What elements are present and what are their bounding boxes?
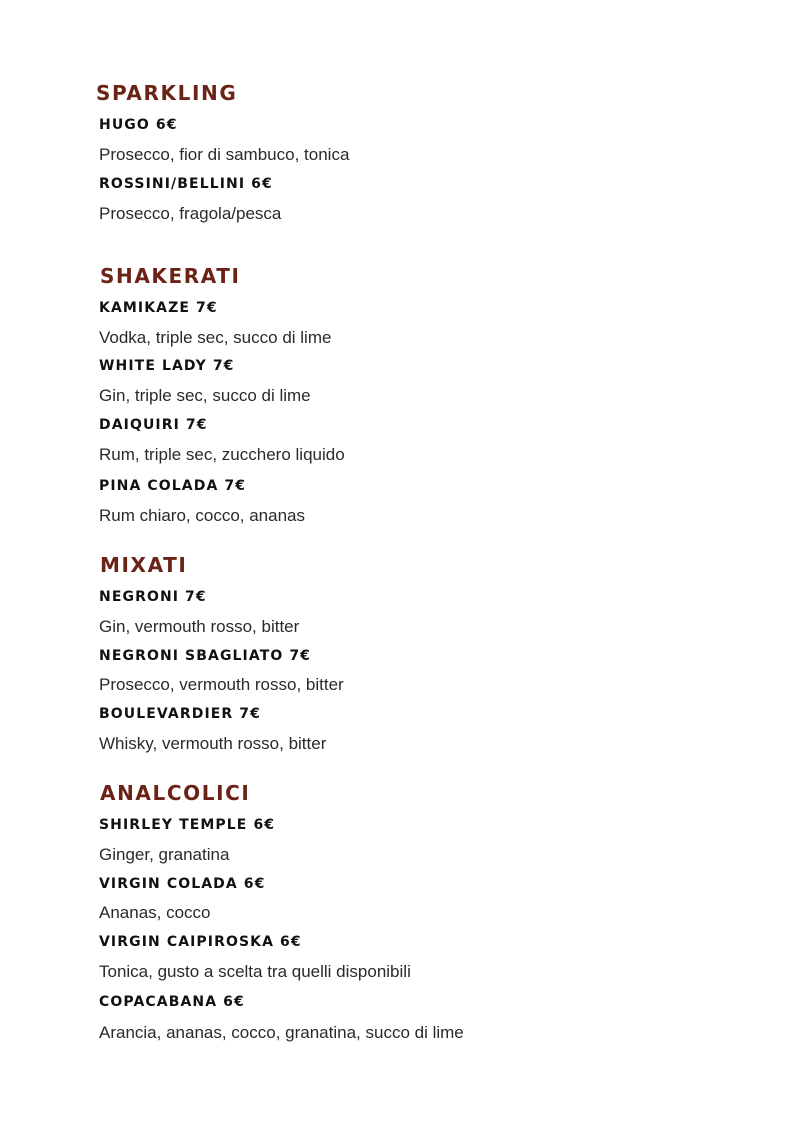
item-desc-negroni: Gin, vermouth rosso, bitter <box>99 617 300 636</box>
item-desc-hugo: Prosecco, fior di sambuco, tonica <box>99 145 350 164</box>
item-desc-boulevardier: Whisky, vermouth rosso, bitter <box>99 734 327 753</box>
item-desc-daiquiri: Rum, triple sec, zucchero liquido <box>99 445 345 464</box>
item-desc-rossini-bellini: Prosecco, fragola/pesca <box>99 204 282 223</box>
section-title-sparkling: SPARKLING <box>96 81 238 105</box>
item-name-negroni: NEGRONI 7€ <box>99 589 207 605</box>
item-name-shirley-temple: SHIRLEY TEMPLE 6€ <box>99 817 276 833</box>
item-name-negroni-sbagliato: NEGRONI SBAGLIATO 7€ <box>99 648 312 664</box>
section-title-analcolici: ANALCOLICI <box>100 781 251 805</box>
item-name-pina-colada: PINA COLADA 7€ <box>99 478 247 494</box>
item-name-kamikaze: KAMIKAZE 7€ <box>99 300 218 316</box>
item-name-daiquiri: DAIQUIRI 7€ <box>99 417 208 433</box>
item-desc-virgin-colada: Ananas, cocco <box>99 903 211 922</box>
item-name-rossini-bellini: ROSSINI/BELLINI 6€ <box>99 176 273 192</box>
section-title-shakerati: SHAKERATI <box>100 264 241 288</box>
item-name-virgin-caipiroska: VIRGIN CAIPIROSKA 6€ <box>99 934 302 950</box>
item-desc-pina-colada: Rum chiaro, cocco, ananas <box>99 506 305 525</box>
item-desc-negroni-sbagliato: Prosecco, vermouth rosso, bitter <box>99 675 344 694</box>
item-desc-virgin-caipiroska: Tonica, gusto a scelta tra quelli disponibili <box>99 962 411 981</box>
item-name-hugo: HUGO 6€ <box>99 117 178 133</box>
section-title-mixati: MIXATI <box>100 553 188 577</box>
item-desc-shirley-temple: Ginger, granatina <box>99 845 230 864</box>
item-desc-kamikaze: Vodka, triple sec, succo di lime <box>99 328 332 347</box>
item-name-copacabana: COPACABANA 6€ <box>99 994 245 1010</box>
item-name-boulevardier: BOULEVARDIER 7€ <box>99 706 261 722</box>
item-desc-white-lady: Gin, triple sec, succo di lime <box>99 386 311 405</box>
item-desc-copacabana: Arancia, ananas, cocco, granatina, succo di lime <box>99 1023 464 1042</box>
item-name-white-lady: WHITE LADY 7€ <box>99 358 235 374</box>
item-name-virgin-colada: VIRGIN COLADA 6€ <box>99 876 266 892</box>
